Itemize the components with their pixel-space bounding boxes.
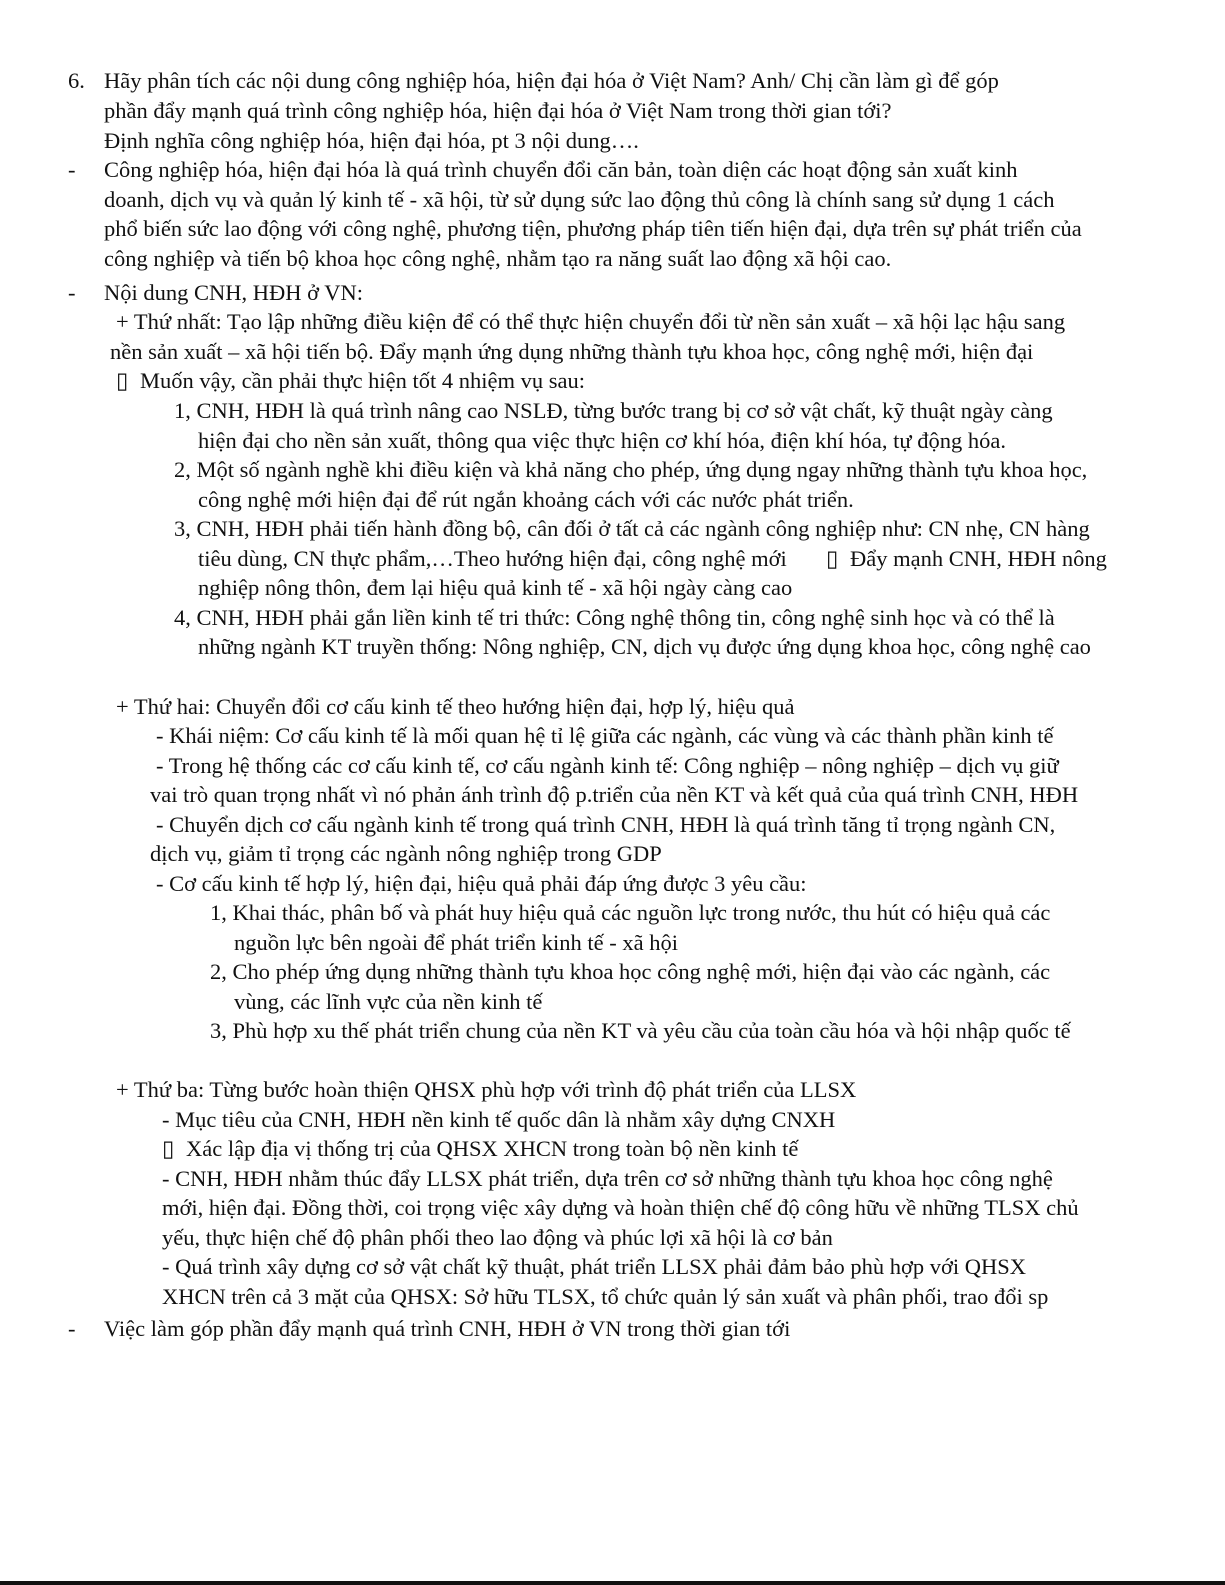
task-line: 1, CNH, HĐH là quá trình nâng cao NSLĐ, từng bước trang bị cơ sở vật chất, kỹ thuật ngày càng [174, 398, 1053, 423]
task-line: tiêu dùng, CN thực phẩm,…Theo hướng hiện đại, công nghệ mới [198, 546, 787, 571]
contribution-heading: Việc làm góp phần đẩy mạnh quá trình CNH, HĐH ở VN trong thời gian tới [104, 1316, 791, 1341]
third-line: XHCN trên cả 3 mặt của QHSX: Sở hữu TLSX, tổ chức quản lý sản xuất và phân phối, trao đổi sp [162, 1284, 1049, 1309]
missing-glyph-icon: ▯ [162, 1136, 175, 1161]
task-line: nghiệp nông thôn, đem lại hiệu quả kinh tế - xã hội ngày càng cao [198, 575, 793, 600]
definition-line: doanh, dịch vụ và quản lý kinh tế - xã hội, từ sử dụng sức lao động thủ công là chính sang sử dụng 1 cách [104, 187, 1055, 212]
question-number: 6. [68, 68, 85, 93]
question-line: Hãy phân tích các nội dung công nghiệp hóa, hiện đại hóa ở Việt Nam? Anh/ Chị cần làm gì để góp [104, 68, 999, 93]
requirement-line: 1, Khai thác, phân bố và phát huy hiệu quả các nguồn lực trong nước, thu hút có hiệu quả các [210, 900, 1051, 925]
requirement-line: vùng, các lĩnh vực của nền kinh tế [234, 989, 543, 1014]
second-line: - Khái niệm: Cơ cấu kinh tế là mối quan hệ tỉ lệ giữa các ngành, các vùng và các thành phần kinh tế [156, 723, 1054, 748]
task-line: Đẩy mạnh CNH, HĐH nông [850, 546, 1107, 571]
requirement-line: 3, Phù hợp xu thế phát triển chung của nền KT và yêu cầu của toàn cầu hóa và hội nhập quốc tế [210, 1018, 1071, 1043]
task-line: 4, CNH, HĐH phải gắn liền kinh tế tri thức: Công nghệ thông tin, công nghệ sinh học và có thể là [174, 605, 1055, 630]
task-line: những ngành KT truyền thống: Nông nghiệp, CN, dịch vụ được ứng dụng khoa học, công nghệ cao [198, 634, 1091, 659]
third-line: mới, hiện đại. Đồng thời, coi trọng việc xây dựng và hoàn thiện chế độ công hữu về những TLSX chủ [162, 1195, 1079, 1220]
content-heading: Nội dung CNH, HĐH ở VN: [104, 280, 363, 305]
second-line: vai trò quan trọng nhất vì nó phản ánh trình độ p.triển của nền KT và kết quả của quá trình CNH, HĐH [150, 782, 1079, 807]
question-note: Định nghĩa công nghiệp hóa, hiện đại hóa, pt 3 nội dung…. [104, 128, 639, 153]
third-line: - Quá trình xây dựng cơ sở vật chất kỹ thuật, phát triển LLSX phải đảm bảo phù hợp với QHSX [162, 1254, 1027, 1279]
task-line: 3, CNH, HĐH phải tiến hành đồng bộ, cân đối ở tất cả các ngành công nghiệp như: CN nhẹ, CN hàng [174, 516, 1090, 541]
third-line: - Mục tiêu của CNH, HĐH nền kinh tế quốc dân là nhằm xây dựng CNXH [162, 1107, 836, 1132]
third-line: Xác lập địa vị thống trị của QHSX XHCN trong toàn bộ nền kinh tế [186, 1136, 799, 1161]
second-line: - Chuyển dịch cơ cấu ngành kinh tế trong quá trình CNH, HĐH là quá trình tăng tỉ trọng ngành CN, [156, 812, 1056, 837]
missing-glyph-icon: ▯ [116, 368, 129, 393]
task-line: 2, Một số ngành nghề khi điều kiện và khả năng cho phép, ứng dụng ngay những thành tựu khoa học, [174, 457, 1088, 482]
first-heading: + Thứ nhất: Tạo lập những điều kiện để có thể thực hiện chuyển đổi từ nền sản xuất – xã hội lạc hậu sang [116, 309, 1066, 334]
third-line: yếu, thực hiện chế độ phân phối theo lao động và phúc lợi xã hội là cơ bản [162, 1225, 833, 1250]
task-line: hiện đại cho nền sản xuất, thông qua việc thực hiện cơ khí hóa, điện khí hóa, tự động hóa. [198, 428, 1006, 453]
second-line: dịch vụ, giảm tỉ trọng các ngành nông nghiệp trong GDP [150, 841, 662, 866]
contribution-bullet: - [68, 1316, 76, 1341]
content-bullet: - [68, 280, 76, 305]
third-heading: + Thứ ba: Từng bước hoàn thiện QHSX phù hợp với trình độ phát triển của LLSX [116, 1077, 857, 1102]
definition-line: phổ biến sức lao động với công nghệ, phương tiện, phương pháp tiên tiến hiện đại, dựa trên sự phát triển của [104, 216, 1082, 241]
task-line: công nghệ mới hiện đại để rút ngắn khoảng cách với các nước phát triển. [198, 487, 854, 512]
second-line: - Cơ cấu kinh tế hợp lý, hiện đại, hiệu quả phải đáp ứng được 3 yêu cầu: [156, 871, 807, 896]
second-line: - Trong hệ thống các cơ cấu kinh tế, cơ cấu ngành kinh tế: Công nghiệp – nông nghiệp – dịch vụ giữ [156, 753, 1059, 778]
third-line: - CNH, HĐH nhằm thúc đẩy LLSX phát triển, dựa trên cơ sở những thành tựu khoa học công nghệ [162, 1166, 1053, 1191]
definition-line: công nghiệp và tiến bộ khoa học công nghệ, nhằm tạo ra năng suất lao động xã hội cao. [104, 246, 892, 271]
question-line: phần đẩy mạnh quá trình công nghiệp hóa, hiện đại hóa ở Việt Nam trong thời gian tới? [104, 98, 892, 123]
requirement-line: 2, Cho phép ứng dụng những thành tựu khoa học công nghệ mới, hiện đại vào các ngành, các [210, 959, 1051, 984]
first-line: nền sản xuất – xã hội tiến bộ. Đẩy mạnh ứng dụng những thành tựu khoa học, công nghệ mới, hiện đại [110, 339, 1034, 364]
page-bottom-rule [0, 1581, 1225, 1585]
first-line: Muốn vậy, cần phải thực hiện tốt 4 nhiệm vụ sau: [140, 368, 586, 393]
requirement-line: nguồn lực bên ngoài để phát triển kinh tế - xã hội [234, 930, 678, 955]
missing-glyph-icon: ▯ [826, 546, 839, 571]
definition-line: Công nghiệp hóa, hiện đại hóa là quá trình chuyển đổi căn bản, toàn diện các hoạt động sản xuất kinh [104, 157, 1018, 182]
definition-bullet: - [68, 157, 76, 182]
second-heading: + Thứ hai: Chuyển đổi cơ cấu kinh tế theo hướng hiện đại, hợp lý, hiệu quả [116, 694, 795, 719]
